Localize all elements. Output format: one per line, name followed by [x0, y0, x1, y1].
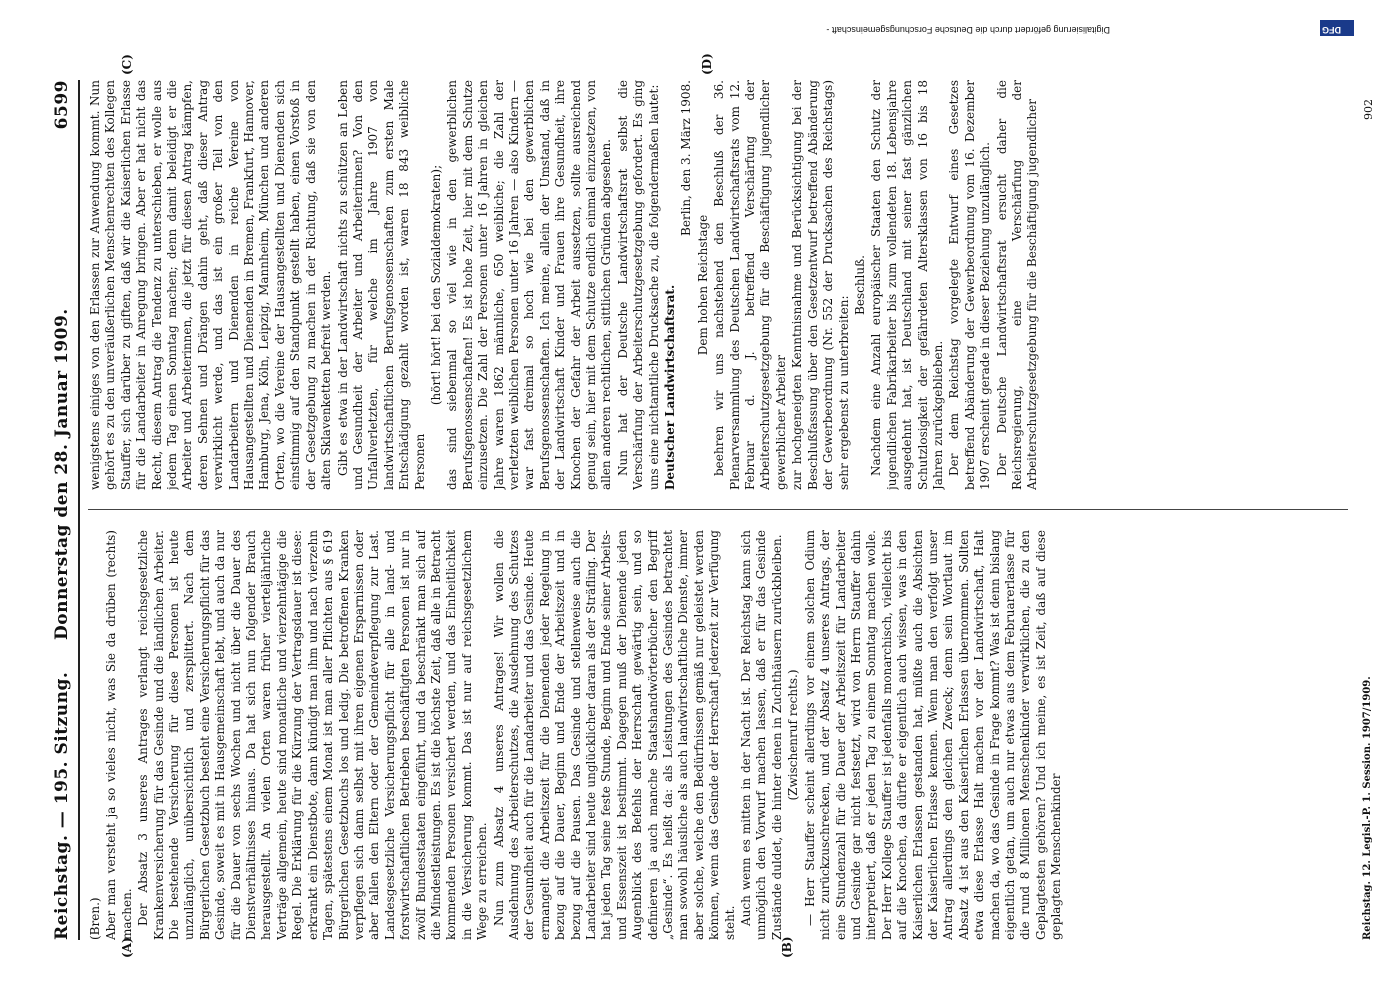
margin-marker-d: (D) — [700, 53, 714, 75]
paragraph: Gibt es etwa in der Landwirtschaft nichts zu schützen an Leben und Gesundheit der Arbeiter und Arbeiterinnen? Von den Unfallverletzten, für welche im Jahre 1907 von landwirtschaftlichen Berufsgenossenschaften zum ersten Male Entschädigung gezahlt worden ist, waren 18 843 weibliche Personen — [335, 80, 427, 490]
right-column — [88, 80, 1368, 490]
interjection: (hört! hört! bei den Sozialdemokraten); — [428, 164, 443, 406]
column-divider — [88, 509, 1348, 510]
digitization-note — [60, 17, 1320, 35]
speaker-label: (Bren.) — [88, 897, 102, 940]
margin-marker-a: (A) — [120, 937, 134, 958]
header-page-number: 6599 — [52, 80, 72, 130]
paragraph: beehren wir uns nachstehend den Beschluß der 36. Plenarversammlung des Deutschen Landwirtschaftsrats vom 12. Februar d. J. betreffend Verschärfung der Arbeiterschutzgesetzgebung für die Beschäftigung jugendlicher gewerblicher Arbeiter — [712, 80, 788, 490]
margin-marker-b: (B) — [780, 936, 794, 958]
paragraph: Nachdem eine Anzahl europäischer Staaten den Schutz der jugendlichen Fabrikarbeiter bis zum vollendeten 18. Lebensjahre ausgedehnt hat, ist Deutschland mit seiner fast gänzlichen Schutzlosigkeit der gefährdeten Altersklassen von 16 bis 18 Jahren zurückgeblieben. — [869, 80, 945, 490]
resolution-heading: Beschluß. — [852, 255, 867, 315]
dfg-logo — [1320, 20, 1354, 36]
margin-marker-c: (C) — [120, 54, 134, 75]
header-rule — [78, 80, 80, 940]
page-code: 902 — [1362, 99, 1375, 120]
quoted-date: Berlin, den 3. März 1908. — [679, 80, 694, 236]
session-footnote: Reichstag. 12. Legisl.-P. 1. Session. 1907/1909. — [1362, 676, 1373, 940]
paragraph: Nun hat der Deutsche Landwirtschaftsrat selbst die Verschärfung der Arbeiterschutzgesetzgebung gefordert. Es ging uns eine nichtamtliche Drucksache zu, die folgendermaßen lautet: — [615, 80, 661, 490]
paragraph: Auch wenn es mitten in der Nacht ist. Der Reichstag kann sich unmöglich den Vorwurf machen lassen, daß er für das Gesinde Zustände duldet, die hinter denen in Zuchthäusern zurückbleiben. — [739, 530, 784, 940]
paragraph: Der Absatz 3 unseres Antrages verlangt reichsgesetzliche Krankenversicherung für das Gesinde und die ländlichen Arbeiter. Die bestehende Versicherung für diese Personen ist heute unzulänglich, unübersichtlich und zersplittert. Nach dem Bürgerlichen Gesetzbuch besteht eine Versicherungspflicht für das Gesinde, soweit es mit in Hausgemeinschaft lebt, und auch da nur für die Dauer von sechs Wochen und nicht über die Dauer des Dienstverhältnisses hinaus. Da hat sich nun folgender Brauch herausgestellt. An vielen Orten waren früher vierteljährliche Verträge allgemein, heute sind monatliche und vierzehntägige die Regel. Die Erklärung für die Kürzung der Vertragsdauer ist diese: erkrankt ein Dienstbote, dann kündigt man ihm und nach vierzehn Tagen, spätestens einem Monat ist man aller Pflichten aus § 619 Bürgerlichen Gesetzbuchs los und ledig. Die betroffenen Kranken verpflegen sich dann selbst mit ihren eigenen Ersparnissen oder aber fallen den Eltern oder der Gemeindeverpflegung zur Last. Landesgesetzliche Versicherungspflicht für alle in land- und forstwirtschaftlichen Betrieben beschäftigten Personen ist nur in zwölf Bundesstaaten eingeführt, und da beschränkt man sich auf die Mindestleistungen. Es ist die höchste Zeit, daß alle in Betracht kommenden Personen versichert werden, und das Einheitlichkeit in die Versicherung kommt. Das ist nur auf reichsgesetzlichem Wege zu erreichen. — [136, 530, 490, 940]
interjection: (Zwischenruf rechts.) — [786, 669, 801, 801]
paragraph: wenigstens einiges von den Erlassen zur Anwendung kommt. Nun gehört es zu den unveräußerlichen Menschenrechten des Kollegen Stauffer, sich darüber zu giften, daß wir die Kaiserlichen Erlasse für die Landarbeiter in Anregung bringen. Aber er hat nicht das Recht, diesem Antrag die Tendenz zu unterschieben, er wolle aus jedem Tag einen Sonntag machen; denn damit beleidigt er die Arbeiter und Arbeiterinnen, die jetzt für diesen Antrag kämpfen, deren Sehnen und Drängen dahin geht, daß dieser Antrag verwirklicht werde, und das ist ein großer Teil von den Landarbeitern und Dienenden in reiche Vereine von Hausangestellten und Dienenden in Bremen, Frankfurt, Hannover, Hamburg, Jena, Köln, Leipzig, Mannheim, München und anderen Orten, wo die Vereine der Hausangestellten und Dienenden sich einstimmig auf den Standpunkt gestellt haben, einen Vorstoß in der Gesetzgebung zu machen in der Richtung, daß sie von den alten Sklavenketten befreit werden. — [88, 80, 334, 490]
paragraph: — Herr Stauffer scheint allerdings vor einem solchen Odium nicht zurückzuschrecken, und der Absatz 4 unseres Antrags, der eine Stundenzahl für die Dauer der Arbeitszeit für Landarbeiter und Gesinde gar nicht festsetzt, wird von Herrn Stauffer dahin interpretiert, daß er jeden Tag zu einem Sonntag machen wolle. Der Herr Kollege Stauffer ist jedenfalls monarchisch, vielleicht bis auf die Knochen, da dürfte er eigentlich auch wissen, was in den Kaiserlichen Erlassen gestanden hat, müßte auch die Absichten der Kaiserlichen Erlasse kennen. Wenn man den verfolgt unser Antrag allerdings den gleichen Zweck; denn sein Wortlaut im Absatz 4 ist aus den Kaiserlichen Erlassen übernommen. Sollten etwa diese Erlasse Halt machen vor der Landwirtschaft, Halt machen da, wo das Gesinde in Frage kommt? Was ist denn bislang eigentlich getan, um auch nur etwas aus dem Februarerlasse für die rund 8 Millionen Menschenkinder verwirklichen, die zu den Geplagtesten gehören? Und ich meine, es ist Zeit, daß auf diese geplagten Menschenkinder — [802, 530, 1064, 940]
dfg-logo-text: DFG — [1322, 25, 1341, 35]
paragraph: das sind siebenmal so viel wie in den gewerblichen Berufsgenossenschaften! Es ist hohe Zeit, hier mit dem Schutze einzusetzen. Die Zahl der Personen unter 16 Jahren in gleichen Jahre waren 1862 männliche, 650 weibliche; die Zahl der verletzten weiblichen Personen unter 16 Jahren — also Kindern — war fast dreimal so hoch wie bei den gewerblichen Berufsgenossenschaften. Ich meine, allein der Umstand, daß in der Landwirtschaft Kinder und Frauen ihre Gesundheit, ihre Knochen der Gefahr der Arbeit aussetzen, sollte ausreichend genug sein, hier mit dem Schutze endlich einmal einzusetzen, von allen anderen rechtlichen, sittlichen Gründen abgesehen. — [445, 80, 614, 490]
digitization-note-text: Digitalisierung gefördert durch die Deutsche Forschungsgemeinschaft - — [826, 25, 1110, 35]
paragraph: Nun zum Absatz 4 unseres Antrages! Wir wollen die Ausdehnung des Arbeiterschutzes, die Ausdehnung des Schutzes der Gesundheit auch für die Landarbeiter und das Gesinde. Heute ermangelt die Arbeitszeit für die Dienenden jeder Regelung in bezug auf die Dauer, Beginn und Ende der Arbeitszeit und in bezug auf die Pausen. Das Gesinde und stellenweise auch die Landarbeiter sind heute unglücklicher daran als der Sträfling. Der hat jeden Tag seine feste Stunde, Beginn und Ende seiner Arbeits- und Essenszeit ist bestimmt. Dagegen muß der Dienende jeden Augenblick des Befehls der Herrschaft gewärtig sein, und so definieren ja auch manche Staatshandwörterbücher den Begriff „Gesinde“. Es heißt da: als Leistungen des Gesindes betrachtet man sowohl häusliche als auch landwirtschaftliche Dienste, immer aber solche, welche den Bedürfnissen gemäß nur geleistet werden können, wenn das Gesinde der Herrschaft jederzeit zur Verfügung steht. — [491, 530, 737, 940]
quoted-organization: Deutscher Landwirtschaftsrat. — [663, 284, 678, 490]
paragraph: Aber man versteht ja so vieles nicht, was Sie da drüben (rechts) machen. — [104, 530, 134, 940]
paragraph: Der dem Reichstag vorgelegte Entwurf eines Gesetzes betreffend Abänderung der Gewerbeordnung vom 16. Dezember 1907 erscheint gerade in dieser Beziehung unzulänglich. — [947, 80, 993, 490]
header-left: Reichstag. — 195. Sitzung. — [52, 671, 72, 940]
running-header — [52, 80, 76, 940]
paragraph: zur hochgeneigten Kenntnisnahme und Berücksichtigung bei der Beschlußfassung über den Gesetzentwurf betreffend Abänderung der Gewerbeordnung (Nr. 552 der Drucksachen des Reichstags) sehr ergebenst zu unterbreiten: — [790, 80, 851, 490]
paragraph: Der Deutsche Landwirtschaftsrat ersucht daher die Reichsregierung, eine Verschärfung der Arbeiterschutzgesetzgebung für die Beschäftigung jugendlicher — [994, 80, 1040, 490]
header-date: Donnerstag den 28. Januar 1909. — [52, 308, 72, 640]
left-column — [88, 530, 1368, 940]
quoted-salutation: Dem hohen Reichstage — [695, 214, 710, 356]
